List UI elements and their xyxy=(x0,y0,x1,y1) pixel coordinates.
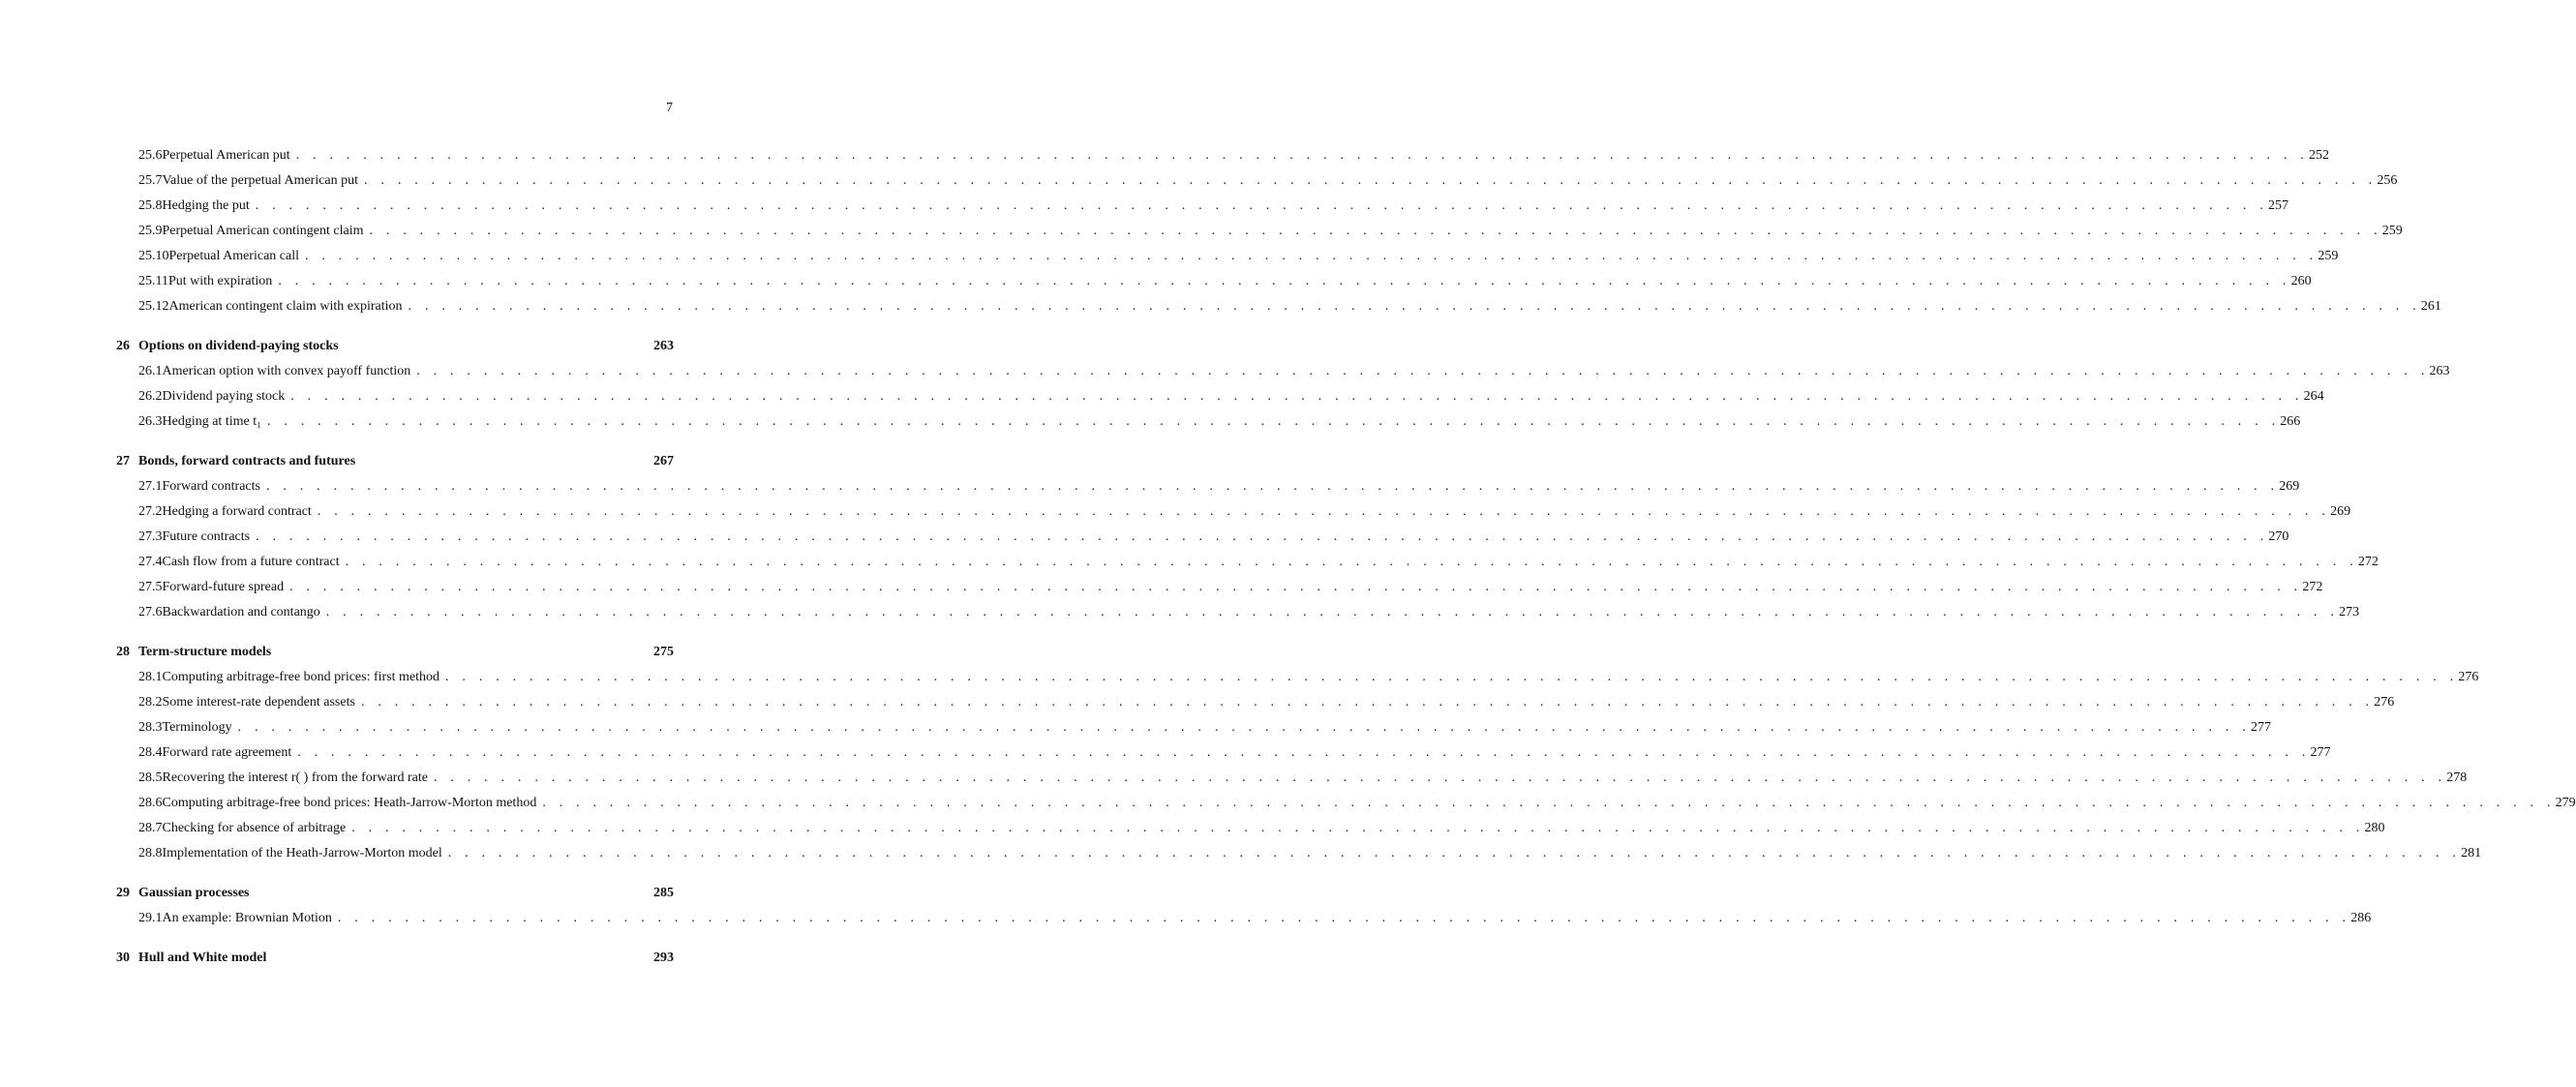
section-title: Terminology xyxy=(162,720,232,735)
section-page: 272 xyxy=(2357,555,2379,569)
dot-leader: . . . . . . . . . . . . . . . . . . . . . . . . . . . . . . . . . . . . . . . . . . . . . . . . . . . . . . . . . . . . . . . . . . . . . . . . . . . . . . . . . . . . . . . . . . . . . . . . . . . . . . . . . . . . . . . . . . . . . . . . xyxy=(295,148,2309,163)
section-page: 270 xyxy=(2268,529,2289,544)
section-number: 26.1 xyxy=(138,364,163,378)
dot-leader: . . . . . . . . . . . . . . . . . . . . . . . . . . . . . . . . . . . . . . . . . . . . . . . . . . . . . . . . . . . . . . . . . . . . . . . . . . . . . . . . . . . . . . . . . . . . . . . . . . . . . . . . . . . . . . . . . . . . . . . . xyxy=(297,745,2311,760)
section-number: 27.5 xyxy=(138,580,163,594)
toc-entry[interactable] xyxy=(116,690,2395,715)
section-page: 281 xyxy=(2461,846,2482,861)
dot-leader: . . . . . . . . . . . . . . . . . . . . . . . . . . . . . . . . . . . . . . . . . . . . . . . . . . . . . . . . . . . . . . . . . . . . . . . . . . . . . . . . . . . . . . . . . . . . . . . . . . . . . . . . . . . . . . . . . . . . . . . . xyxy=(305,249,2318,263)
section-page: 276 xyxy=(2458,670,2479,684)
toc-entry[interactable] xyxy=(116,294,2441,319)
section-title: Backwardation and contango xyxy=(162,605,320,619)
section-page: 280 xyxy=(2364,821,2385,835)
section-number: 29.1 xyxy=(138,911,163,925)
toc-entry[interactable] xyxy=(116,816,2385,841)
dot-leader: . . . . . . . . . . . . . . . . . . . . . . . . . . . . . . . . . . . . . . . . . . . . . . . . . . . . . . . . . . . . . . . . . . . . . . . . . . . . . . . . . . . . . . . . . . . . . . . . . . . . . . . . . . . . . . . . . . . . . . . . xyxy=(351,821,2365,835)
section-title: Cash flow from a future contract xyxy=(162,555,340,569)
section-title: Computing arbitrage-free bond prices: first method xyxy=(162,670,440,684)
section-page: 272 xyxy=(2302,580,2323,594)
chapter-heading[interactable] xyxy=(116,334,674,359)
dot-leader: . . . . . . . . . . . . . . . . . . . . . . . . . . . . . . . . . . . . . . . . . . . . . . . . . . . . . . . . . . . . . . . . . . . . . . . . . . . . . . . . . . . . . . . . . . . . . . . . . . . . . . . . . . . . . . . . . . . . . . . . xyxy=(237,720,2251,735)
section-page: 286 xyxy=(2350,911,2372,925)
chapter-title: Bonds, forward contracts and futures xyxy=(138,454,356,468)
section-page: 277 xyxy=(2310,745,2331,760)
chapter-page: 267 xyxy=(653,454,674,468)
section-page: 252 xyxy=(2309,148,2329,163)
section-page: 264 xyxy=(2303,389,2324,404)
dot-leader: . . . . . . . . . . . . . . . . . . . . . . . . . . . . . . . . . . . . . . . . . . . . . . . . . . . . . . . . . . . . . . . . . . . . . . . . . . . . . . . . . . . . . . . . . . . . . . . . . . . . . . . . . . . . . . . . . . . . . . . . xyxy=(265,479,2280,494)
chapter-number: 27 xyxy=(116,454,130,468)
toc-chapter xyxy=(116,946,674,971)
section-title: Future contracts xyxy=(162,529,251,544)
toc-entry[interactable] xyxy=(116,575,2323,600)
section-number: 28.5 xyxy=(138,770,163,785)
dot-leader: . . . . . . . . . . . . . . . . . . . . . . . . . . . . . . . . . . . . . . . . . . . . . . . . . . . . . . . . . . . . . . . . . . . . . . . . . . . . . . . . . . . . . . . . . . . . . . . . . . . . . . . . . . . . . . . . . . . . . . . . xyxy=(345,555,2358,569)
toc-entry[interactable] xyxy=(116,525,2289,550)
section-number: 25.9 xyxy=(138,224,163,238)
toc-entry[interactable] xyxy=(116,550,2379,575)
dot-leader: . . . . . . . . . . . . . . . . . . . . . . . . . . . . . . . . . . . . . . . . . . . . . . . . . . . . . . . . . . . . . . . . . . . . . . . . . . . . . . . . . . . . . . . . . . . . . . . . . . . . . . . . . . . . . . . . . . . . . . . . xyxy=(369,224,2382,238)
chapter-page: 293 xyxy=(653,951,674,965)
toc-chapter xyxy=(116,334,2450,435)
toc-entry[interactable] xyxy=(116,219,2403,244)
toc-entry[interactable] xyxy=(116,244,2339,269)
section-number: 28.2 xyxy=(138,695,163,710)
toc-entry[interactable] xyxy=(116,168,2398,194)
toc-chapter xyxy=(116,143,2441,319)
section-page: 257 xyxy=(2268,198,2289,213)
toc-entry[interactable] xyxy=(116,740,2331,766)
chapter-title: Options on dividend-paying stocks xyxy=(138,339,339,353)
section-title: Hedging at time t₁ xyxy=(162,414,261,429)
section-number: 25.8 xyxy=(138,198,163,213)
section-title: Dividend paying stock xyxy=(162,389,286,404)
toc-entry[interactable] xyxy=(116,474,2300,499)
section-number: 27.1 xyxy=(138,479,163,494)
section-page: 269 xyxy=(2330,504,2351,519)
dot-leader: . . . . . . . . . . . . . . . . . . . . . . . . . . . . . . . . . . . . . . . . . . . . . . . . . . . . . . . . . . . . . . . . . . . . . . . . . . . . . . . . . . . . . . . . . . . . . . . . . . . . . . . . . . . . . . . . . . . . . . . . xyxy=(266,414,2281,429)
section-title: American contingent claim with expiration xyxy=(168,299,403,314)
section-page: 277 xyxy=(2250,720,2271,735)
section-title: Forward contracts xyxy=(162,479,260,494)
section-page: 276 xyxy=(2374,695,2395,710)
dot-leader: . . . . . . . . . . . . . . . . . . . . . . . . . . . . . . . . . . . . . . . . . . . . . . . . . . . . . . . . . . . . . . . . . . . . . . . . . . . . . . . . . . . . . . . . . . . . . . . . . . . . . . . . . . . . . . . . . . . . . . . . xyxy=(445,670,2459,684)
section-title: Checking for absence of arbitrage xyxy=(162,821,347,835)
dot-leader: . . . . . . . . . . . . . . . . . . . . . . . . . . . . . . . . . . . . . . . . . . . . . . . . . . . . . . . . . . . . . . . . . . . . . . . . . . . . . . . . . . . . . . . . . . . . . . . . . . . . . . . . . . . . . . . . . . . . . . . . xyxy=(364,173,2378,188)
dot-leader: . . . . . . . . . . . . . . . . . . . . . . . . . . . . . . . . . . . . . . . . . . . . . . . . . . . . . . . . . . . . . . . . . . . . . . . . . . . . . . . . . . . . . . . . . . . . . . . . . . . . . . . . . . . . . . . . . . . . . . . . xyxy=(317,504,2331,519)
chapter-heading[interactable] xyxy=(116,449,674,474)
toc-entry[interactable] xyxy=(116,791,2576,816)
chapter-heading[interactable] xyxy=(116,946,674,971)
chapter-title: Gaussian processes xyxy=(138,886,250,900)
section-number: 25.11 xyxy=(138,274,168,288)
toc-entry[interactable] xyxy=(116,384,2324,409)
section-page: 278 xyxy=(2446,770,2468,785)
chapter-page: 263 xyxy=(653,339,674,353)
dot-leader: . . . . . . . . . . . . . . . . . . . . . . . . . . . . . . . . . . . . . . . . . . . . . . . . . . . . . . . . . . . . . . . . . . . . . . . . . . . . . . . . . . . . . . . . . . . . . . . . . . . . . . . . . . . . . . . . . . . . . . . . xyxy=(255,198,2269,213)
section-number: 28.1 xyxy=(138,670,163,684)
chapter-number: 26 xyxy=(116,339,130,353)
section-page: 273 xyxy=(2339,605,2360,619)
section-number: 28.6 xyxy=(138,796,163,810)
chapter-title: Hull and White model xyxy=(138,951,267,965)
toc-entry[interactable] xyxy=(116,766,2468,791)
chapter-number: 29 xyxy=(116,886,130,900)
dot-leader: . . . . . . . . . . . . . . . . . . . . . . . . . . . . . . . . . . . . . . . . . . . . . . . . . . . . . . . . . . . . . . . . . . . . . . . . . . . . . . . . . . . . . . . . . . . . . . . . . . . . . . . . . . . . . . . . . . . . . . . . xyxy=(325,605,2340,619)
toc-entry[interactable] xyxy=(116,715,2271,740)
toc-entry[interactable] xyxy=(116,143,2329,168)
dot-leader: . . . . . . . . . . . . . . . . . . . . . . . . . . . . . . . . . . . . . . . . . . . . . . . . . . . . . . . . . . . . . . . . . . . . . . . . . . . . . . . . . . . . . . . . . . . . . . . . . . . . . . . . . . . . . . . . . . . . . . . . xyxy=(542,796,2556,810)
section-page: 260 xyxy=(2290,274,2312,288)
toc-entry[interactable] xyxy=(116,409,2301,435)
section-title: Implementation of the Heath-Jarrow-Morton model xyxy=(162,846,442,861)
chapter-page: 285 xyxy=(653,886,674,900)
dot-leader: . . . . . . . . . . . . . . . . . . . . . . . . . . . . . . . . . . . . . . . . . . . . . . . . . . . . . . . . . . . . . . . . . . . . . . . . . . . . . . . . . . . . . . . . . . . . . . . . . . . . . . . . . . . . . . . . . . . . . . . . xyxy=(408,299,2421,314)
section-number: 25.12 xyxy=(138,299,169,314)
section-title: Value of the perpetual American put xyxy=(162,173,359,188)
chapter-title: Term-structure models xyxy=(138,645,272,659)
section-page: 266 xyxy=(2280,414,2301,429)
chapter-number: 28 xyxy=(116,645,130,659)
toc-chapter xyxy=(116,640,2576,866)
toc-entry[interactable] xyxy=(116,269,2312,294)
section-page: 256 xyxy=(2377,173,2398,188)
page-number: 7 xyxy=(666,101,673,115)
section-title: Hedging the put xyxy=(162,198,250,213)
section-page: 259 xyxy=(2318,249,2339,263)
section-number: 28.7 xyxy=(138,821,163,835)
section-number: 26.2 xyxy=(138,389,163,404)
section-title: Put with expiration xyxy=(167,274,273,288)
section-page: 259 xyxy=(2381,224,2403,238)
chapter-page: 275 xyxy=(653,645,674,659)
section-number: 28.3 xyxy=(138,720,163,735)
dot-leader: . . . . . . . . . . . . . . . . . . . . . . . . . . . . . . . . . . . . . . . . . . . . . . . . . . . . . . . . . . . . . . . . . . . . . . . . . . . . . . . . . . . . . . . . . . . . . . . . . . . . . . . . . . . . . . . . . . . . . . . . xyxy=(290,389,2304,404)
dot-leader: . . . . . . . . . . . . . . . . . . . . . . . . . . . . . . . . . . . . . . . . . . . . . . . . . . . . . . . . . . . . . . . . . . . . . . . . . . . . . . . . . . . . . . . . . . . . . . . . . . . . . . . . . . . . . . . . . . . . . . . . xyxy=(256,529,2269,544)
chapter-number: 30 xyxy=(116,951,130,965)
toc-entry[interactable] xyxy=(116,359,2450,384)
toc-entry[interactable] xyxy=(116,600,2360,625)
section-title: American option with convex payoff function xyxy=(162,364,411,378)
section-page: 279 xyxy=(2555,796,2576,810)
dot-leader: . . . . . . . . . . . . . . . . . . . . . . . . . . . . . . . . . . . . . . . . . . . . . . . . . . . . . . . . . . . . . . . . . . . . . . . . . . . . . . . . . . . . . . . . . . . . . . . . . . . . . . . . . . . . . . . . . . . . . . . . xyxy=(278,274,2291,288)
section-number: 27.2 xyxy=(138,504,163,519)
toc-chapter xyxy=(116,449,2379,625)
section-title: Perpetual American contingent claim xyxy=(162,224,364,238)
section-title: Some interest-rate dependent assets xyxy=(162,695,355,710)
dot-leader: . . . . . . . . . . . . . . . . . . . . . . . . . . . . . . . . . . . . . . . . . . . . . . . . . . . . . . . . . . . . . . . . . . . . . . . . . . . . . . . . . . . . . . . . . . . . . . . . . . . . . . . . . . . . . . . . . . . . . . . . xyxy=(416,364,2430,378)
section-title: Hedging a forward contract xyxy=(162,504,312,519)
dot-leader: . . . . . . . . . . . . . . . . . . . . . . . . . . . . . . . . . . . . . . . . . . . . . . . . . . . . . . . . . . . . . . . . . . . . . . . . . . . . . . . . . . . . . . . . . . . . . . . . . . . . . . . . . . . . . . . . . . . . . . . . xyxy=(447,846,2462,861)
section-number: 25.7 xyxy=(138,173,163,188)
chapter-heading[interactable] xyxy=(116,881,674,906)
dot-leader: . . . . . . . . . . . . . . . . . . . . . . . . . . . . . . . . . . . . . . . . . . . . . . . . . . . . . . . . . . . . . . . . . . . . . . . . . . . . . . . . . . . . . . . . . . . . . . . . . . . . . . . . . . . . . . . . . . . . . . . . xyxy=(337,911,2351,925)
toc-entry[interactable] xyxy=(116,841,2482,866)
section-title: Forward rate agreement xyxy=(162,745,292,760)
section-number: 27.4 xyxy=(138,555,163,569)
chapter-heading[interactable] xyxy=(116,640,674,665)
section-number: 25.10 xyxy=(138,249,169,263)
dot-leader: . . . . . . . . . . . . . . . . . . . . . . . . . . . . . . . . . . . . . . . . . . . . . . . . . . . . . . . . . . . . . . . . . . . . . . . . . . . . . . . . . . . . . . . . . . . . . . . . . . . . . . . . . . . . . . . . . . . . . . . . xyxy=(433,770,2447,785)
section-number: 27.3 xyxy=(138,529,163,544)
section-number: 28.8 xyxy=(138,846,163,861)
toc-entry[interactable] xyxy=(116,665,2479,690)
dot-leader: . . . . . . . . . . . . . . . . . . . . . . . . . . . . . . . . . . . . . . . . . . . . . . . . . . . . . . . . . . . . . . . . . . . . . . . . . . . . . . . . . . . . . . . . . . . . . . . . . . . . . . . . . . . . . . . . . . . . . . . . xyxy=(360,695,2375,710)
section-title: Forward-future spread xyxy=(162,580,285,594)
toc-entry[interactable] xyxy=(116,906,2372,931)
section-number: 26.3 xyxy=(138,414,163,429)
toc-chapter xyxy=(116,881,2372,931)
dot-leader: . . . . . . . . . . . . . . . . . . . . . . . . . . . . . . . . . . . . . . . . . . . . . . . . . . . . . . . . . . . . . . . . . . . . . . . . . . . . . . . . . . . . . . . . . . . . . . . . . . . . . . . . . . . . . . . . . . . . . . . . xyxy=(289,580,2303,594)
section-page: 269 xyxy=(2279,479,2300,494)
toc-entry[interactable] xyxy=(116,194,2289,219)
section-title: Computing arbitrage-free bond prices: Heath-Jarrow-Morton method xyxy=(162,796,537,810)
section-number: 25.6 xyxy=(138,148,163,163)
section-page: 263 xyxy=(2429,364,2450,378)
section-number: 28.4 xyxy=(138,745,163,760)
toc-entry[interactable] xyxy=(116,499,2351,525)
section-title: An example: Brownian Motion xyxy=(162,911,332,925)
section-title: Perpetual American call xyxy=(168,249,299,263)
table-of-contents xyxy=(116,143,2576,985)
section-title: Recovering the interest r( ) from the forward rate xyxy=(162,770,428,785)
section-number: 27.6 xyxy=(138,605,163,619)
section-title: Perpetual American put xyxy=(162,148,290,163)
section-page: 261 xyxy=(2420,299,2441,314)
